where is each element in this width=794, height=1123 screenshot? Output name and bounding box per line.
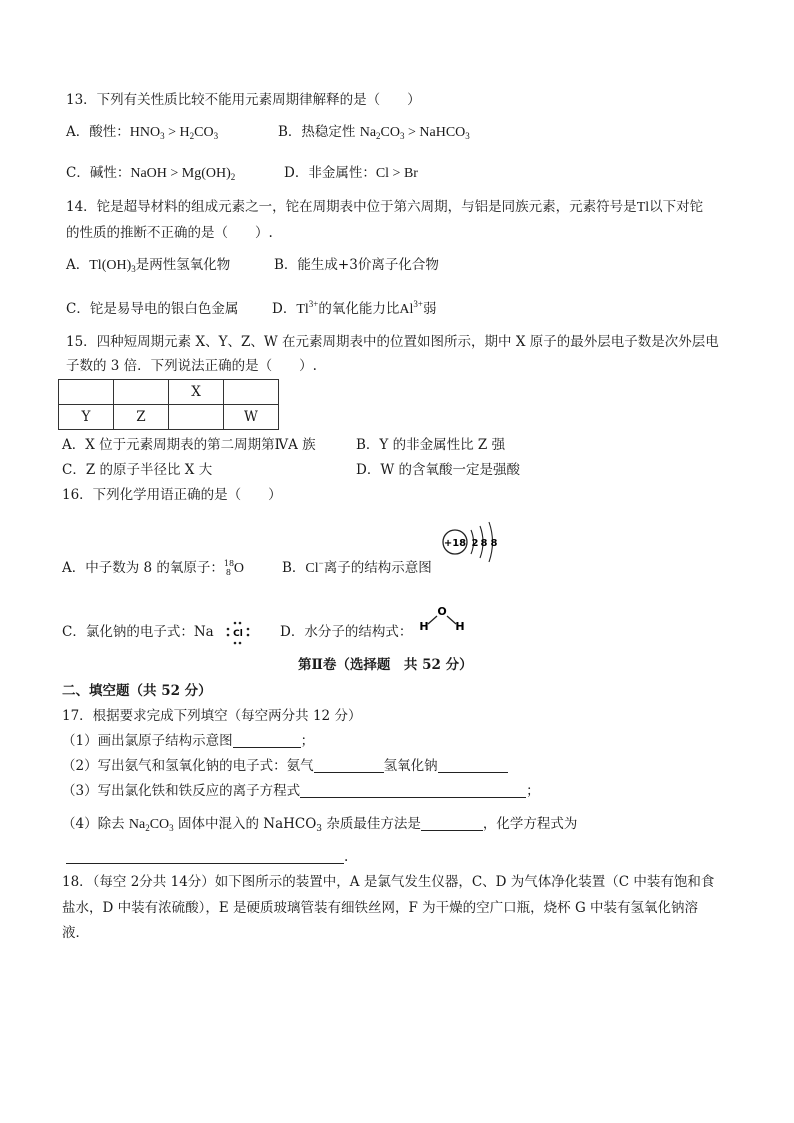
chloride-ion-structure-diagram [438, 516, 504, 568]
q14-stem-line1: 14．铊是超导材料的组成元素之一，铊在周期表中位于第六周期，与铝是同族元素，元素符号是Tl以下对铊 [66, 199, 704, 215]
table-cell [169, 405, 224, 430]
answer-blank[interactable] [233, 733, 301, 748]
q17-stem: 17．根据要求完成下列填空（每空两分共 12 分） [62, 708, 362, 724]
q15-option-c: C．Z 的原子半径比 X 大 [62, 462, 213, 478]
q13-option-c: C．碱性：NaOH > $Mg(OH)_2$ [66, 165, 236, 182]
q14-stem-line2: 的性质的推断不正确的是（ ）. [66, 225, 273, 241]
q17-item-4: （4）除去 $Na_2CO_3$ 固体中混入的 NaHCO$_3$ 杂质最佳方法是 ，化学方程式为 [62, 816, 578, 834]
svg-text:H: H [419, 620, 429, 633]
isotope-notation: 18 8 [223, 558, 235, 577]
shell-electrons: 2 [471, 538, 479, 549]
q13-option-a: A．酸性：$HNO_3 > H_2CO_3$ [66, 124, 219, 141]
answer-blank[interactable] [66, 849, 344, 864]
q15-stem-line1: 15．四种短周期元素 X、Y、Z、W 在元素周期表中的位置如图所示，期中 X 原子的最外层电子数是次外层电 [66, 334, 719, 350]
q13-option-d: D．非金属性：Cl > Br [284, 165, 418, 181]
periodic-table-fragment [58, 379, 279, 430]
q15-option-d: D．W 的含氧酸一定是强酸 [356, 462, 520, 478]
q13-stem: 13．下列有关性质比较不能用元素周期律解释的是（ ） [66, 92, 421, 108]
table-cell: Z [114, 405, 169, 430]
nucleus-charge: +18 [443, 538, 467, 549]
part-title: 二、填空题（共 52 分） [62, 683, 212, 699]
answer-blank[interactable] [421, 816, 483, 831]
q17-item-1: （1）画出氯原子结构示意图 ； [62, 733, 315, 749]
shell-electrons: 8 [490, 538, 498, 549]
answer-blank[interactable] [314, 758, 384, 773]
q17-item-4-line2: . [66, 848, 348, 866]
svg-text:Cl: Cl [233, 629, 243, 639]
answer-blank[interactable] [300, 783, 526, 798]
table-cell [59, 380, 114, 405]
q17-item-2: （2）写出氨气和氢氧化钠的电子式：氨气 氢氧化钠 [62, 757, 508, 775]
q15-option-a: A．X 位于元素周期表的第二周期第ⅣA 族 [62, 437, 316, 453]
q13-option-b: B．热稳定性 $Na_2CO_3$ > NaHCO$_3$ [278, 124, 470, 141]
svg-text:H: H [455, 620, 465, 633]
q15-option-b: B．Y 的非金属性比 Z 强 [356, 437, 506, 453]
table-cell [224, 380, 279, 405]
q16-option-d: D．水分子的结构式： [280, 624, 413, 640]
table-cell: X [169, 380, 224, 405]
q14-option-c: C．铊是易导电的银白色金属 [66, 301, 239, 317]
q18-line3: 液． [62, 925, 89, 941]
table-cell: W [224, 405, 279, 430]
chlorine-electron-dot-icon [226, 618, 250, 646]
q14-option-b: B．能生成+3价离子化合物 [274, 257, 439, 273]
q14-option-a: A．$Tl(OH)_3$是两性氢氧化物 [66, 257, 231, 274]
q18-line1: 18．（每空 2分共 14分）如下图所示的装置中，A 是氯气发生仪器，C、D 为气体净化装置（C 中装有饱和食 [62, 874, 715, 890]
q16-option-c: C．氯化钠的电子式：Na [62, 624, 214, 640]
table-cell: Y [59, 405, 114, 430]
table-cell [114, 380, 169, 405]
q16-option-a: A．中子数为 8 的氧原子： 18 8 O [62, 558, 245, 577]
water-molecule-structure [416, 604, 468, 634]
section-title: 第Ⅱ卷（选择题 共 52 分） [298, 657, 473, 673]
q14-option-d: D．$Tl^{3+}$的氧化能力比$Al^{3+}$弱 [272, 299, 437, 317]
q15-stem-line2: 子数的 3 倍．下列说法正确的是（ ）. [66, 358, 317, 374]
shell-electrons: 8 [480, 538, 488, 549]
svg-text:O: O [437, 605, 447, 618]
q18-line2: 盐水，D 中装有浓硫酸），E 是硬质玻璃管装有细铁丝网，F 为干燥的空广口瓶，烧杯 G 中装有氢氧化钠溶 [62, 900, 699, 916]
answer-blank[interactable] [438, 758, 508, 773]
q16-option-b: B．Cl−离子的结构示意图 [282, 558, 432, 576]
q16-stem: 16．下列化学用语正确的是（ ） [62, 487, 282, 503]
q17-item-3: （3）写出氯化铁和铁反应的离子方程式 ； [62, 783, 540, 799]
